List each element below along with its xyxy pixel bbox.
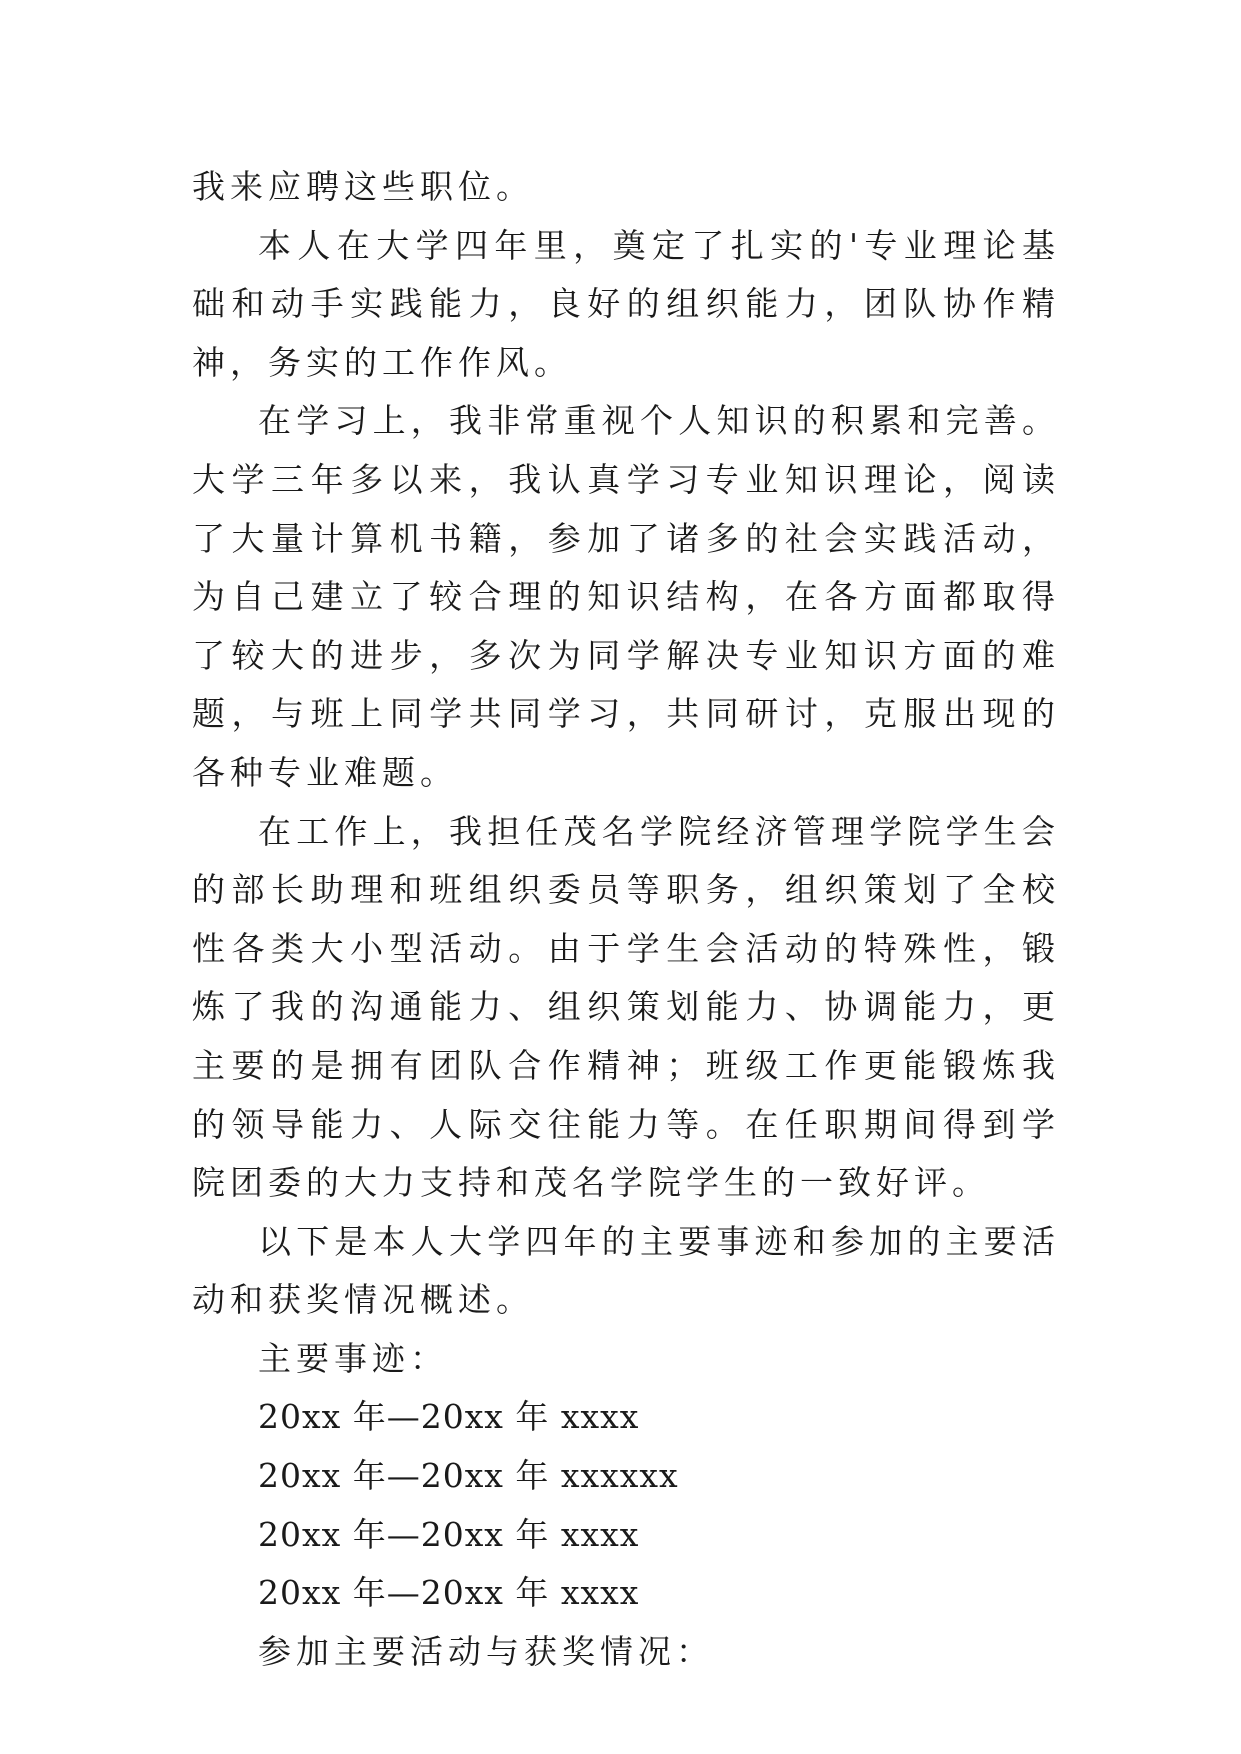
main-deeds-item: 20xx 年—20xx 年 xxxx	[258, 1397, 640, 1437]
paragraph-summary: 本人在大学四年里，奠定了扎实的'专业理论基础和动手实践能力，良好的组织能力，团队协作精神，务实的工作作风。	[192, 225, 1060, 382]
paragraph-intro-tail: 我来应聘这些职位。	[192, 167, 534, 206]
document-body	[192, 158, 1060, 1681]
paragraph-study: 在学习上，我非常重视个人知识的积累和完善。大学三年多以来，我认真学习专业知识理论，阅读了大量计算机书籍，参加了诸多的社会实践活动，为自己建立了较合理的知识结构，在各方面都取得了较大的进步，多次为同学解决专业知识方面的难题，与班上同学共同学习，共同研讨，克服出现的各种专业难题。	[192, 401, 1060, 792]
paragraph-overview: 以下是本人大学四年的主要事迹和参加的主要活动和获奖情况概述。	[192, 1221, 1060, 1320]
paragraph-work: 在工作上，我担任茂名学院经济管理学院学生会的部长助理和班组织委员等职务，组织策划了全校性各类大小型活动。由于学生会活动的特殊性，锻炼了我的沟通能力、组织策划能力、协调能力，更主要的是拥有团队合作精神；班级工作更能锻炼我的领导能力、人际交往能力等。在任职期间得到学院团委的大力支持和茂名学院学生的一致好评。	[192, 811, 1060, 1203]
main-deeds-item: 20xx 年—20xx 年 xxxxxx	[258, 1456, 679, 1496]
main-deeds-heading: 主要事迹：	[258, 1338, 448, 1378]
main-deeds-item: 20xx 年—20xx 年 xxxx	[258, 1514, 640, 1554]
main-deeds-item: 20xx 年—20xx 年 xxxx	[258, 1573, 640, 1613]
activities-heading: 参加主要活动与获奖情况：	[258, 1631, 714, 1671]
